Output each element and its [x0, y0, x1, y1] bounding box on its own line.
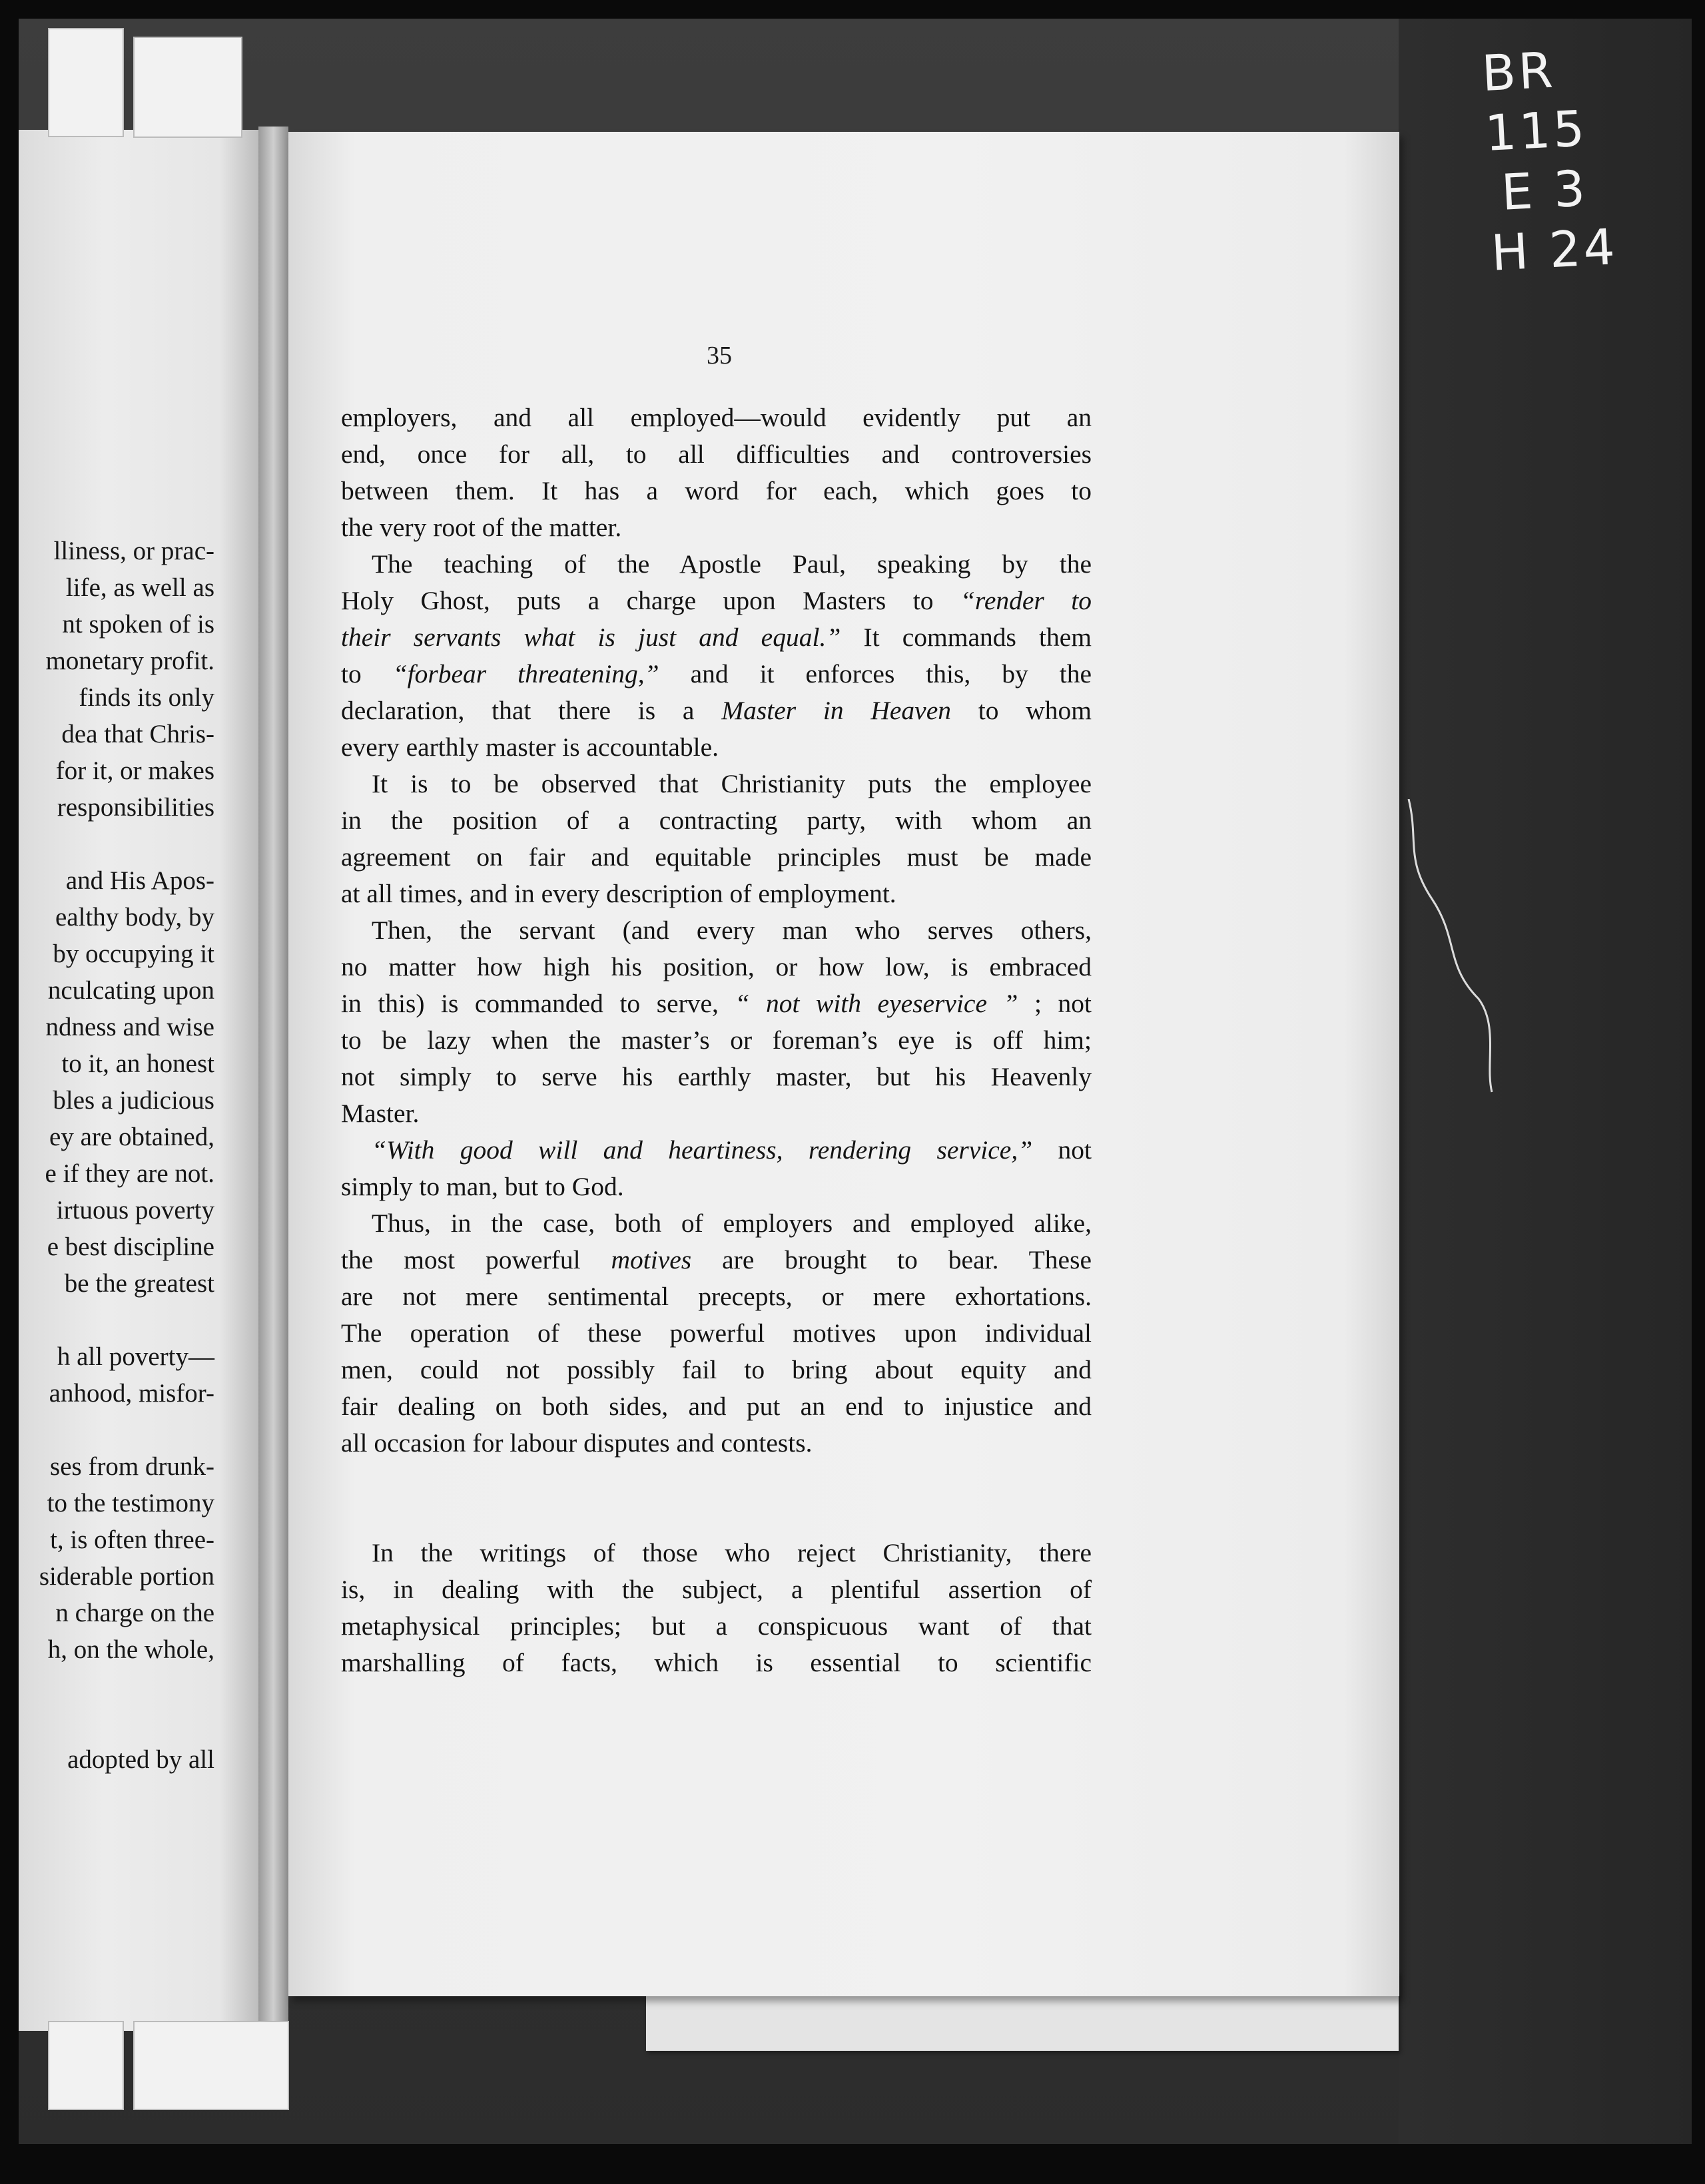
previous-page-line: lliness, or prac- [53, 537, 214, 565]
previous-page-line: h, on the whole, [47, 1635, 214, 1664]
binding-gutter [258, 127, 288, 2044]
previous-page-line: by occupying it [53, 940, 214, 968]
previous-page-line: nt spoken of is [62, 610, 214, 639]
text-line: to “forbear threatening,” and it enforces this, by the [341, 659, 1092, 688]
text-line: Master. [341, 1099, 420, 1128]
text-line: agreement on fair and equitable principles must be made [341, 842, 1092, 872]
scan-border-top [0, 0, 1705, 19]
previous-page-line: responsibilities [57, 793, 214, 822]
page-number: 35 [707, 342, 732, 370]
text-line: “With good will and heartiness, rendering service,” not [372, 1135, 1092, 1165]
scan-border-right [1692, 0, 1705, 2184]
previous-page-line: anhood, misfor- [49, 1379, 214, 1408]
previous-page-line: nculcating upon [47, 976, 214, 1005]
previous-page-line: bles a judicious [53, 1086, 214, 1115]
previous-page-line [0, 1302, 214, 1338]
call-number-line: BR 115 [1480, 41, 1589, 163]
scan-border-left [0, 0, 19, 2184]
previous-page-line: dea that Chris- [61, 720, 214, 748]
text-line: men, could not possibly fail to bring about equity and [341, 1355, 1092, 1384]
page-body [341, 400, 1092, 1681]
previous-page-line: ey are obtained, [49, 1123, 214, 1151]
text-line: It is to be observed that Christianity puts the employee [372, 769, 1092, 798]
previous-page-line [0, 1668, 214, 1705]
text-line: Holy Ghost, puts a charge upon Masters to “render to [341, 586, 1092, 615]
previous-page-text [0, 533, 214, 1778]
previous-page-line: t, is often three- [50, 1525, 214, 1554]
call-number-label [1481, 36, 1646, 284]
binding-tab-top-2 [133, 37, 242, 138]
text-line: marshalling of facts, which is essential to scientific [341, 1648, 1092, 1677]
text-line: at all times, and in every description of employment. [341, 879, 896, 908]
text-line: simply to man, but to God. [341, 1172, 624, 1201]
previous-page-line: ses from drunk- [50, 1452, 214, 1481]
previous-page-line: irtuous poverty [56, 1196, 214, 1225]
text-line: between them. It has a word for each, which goes to [341, 476, 1092, 505]
text-line: are not mere sentimental precepts, or mere exhortations. [341, 1282, 1092, 1311]
previous-page-line: to it, an honest [61, 1049, 214, 1078]
text-line: their servants what is just and equal.” It commands them [341, 623, 1092, 652]
previous-page-line [0, 1705, 214, 1741]
previous-page-line: to the testimony [47, 1489, 214, 1517]
previous-page-line: h all poverty— [57, 1342, 214, 1371]
binding-tab-top [48, 28, 124, 137]
text-line: the very root of the matter. [341, 513, 622, 542]
text-line: Then, the servant (and every man who serves others, [372, 916, 1092, 945]
scan-border-bottom [0, 2144, 1705, 2184]
previous-page-line: life, as well as [65, 573, 214, 602]
previous-page-line: ealthy body, by [55, 903, 214, 932]
call-number-line: E 3 [1500, 160, 1589, 222]
text-line: end, once for all, to all difficulties and controversies [341, 439, 1092, 469]
call-number-line: H 24 [1489, 218, 1619, 282]
text-line: the most powerful motives are brought to bear. These [341, 1245, 1092, 1274]
text-line: is, in dealing with the subject, a plentiful assertion of [341, 1575, 1092, 1604]
previous-page-line: for it, or makes [55, 756, 214, 785]
previous-page-line: ndness and wise [45, 1013, 214, 1041]
binding-tab-bottom [48, 2021, 124, 2110]
text-line: The teaching of the Apostle Paul, speaking by the [372, 549, 1092, 579]
text-line: The operation of these powerful motives upon individual [341, 1318, 1092, 1348]
previous-page-line [0, 1412, 214, 1448]
text-line: all occasion for labour disputes and contests. [341, 1428, 813, 1458]
text-line: in this) is commanded to serve, “ not with eyeservice ” ; not [341, 989, 1092, 1018]
fiber-mark [1405, 799, 1512, 1099]
previous-page-line [0, 826, 214, 862]
text-line: fair dealing on both sides, and put an end to injustice and [341, 1392, 1092, 1421]
section-gap [341, 1462, 1092, 1535]
text-line: to be lazy when the master’s or foreman’s eye is off him; [341, 1025, 1092, 1055]
previous-page [0, 130, 258, 2031]
previous-page-line: e if they are not. [45, 1159, 214, 1188]
text-line: Thus, in the case, both of employers and employed alike, [372, 1209, 1092, 1238]
previous-page-line: siderable portion [39, 1562, 214, 1591]
previous-page-line: be the greatest [64, 1269, 214, 1298]
previous-page-line: and His Apos- [65, 866, 214, 895]
text-line: In the writings of those who reject Christianity, there [372, 1538, 1092, 1567]
binding-tab-bottom-2 [133, 2021, 289, 2110]
text-line: in the position of a contracting party, with whom an [341, 806, 1092, 835]
previous-page-line: n charge on the [55, 1599, 214, 1627]
previous-page-line: e best discipline [47, 1232, 214, 1261]
text-line: declaration, that there is a Master in Heaven to whom [341, 696, 1092, 725]
text-line: every earthly master is accountable. [341, 732, 719, 762]
text-line: metaphysical principles; but a conspicuous want of that [341, 1611, 1092, 1641]
text-line: employers, and all employed—would evidently put an [341, 403, 1092, 432]
previous-page-line: finds its only [79, 683, 214, 712]
text-line: not simply to serve his earthly master, but his Heavenly [341, 1062, 1092, 1091]
text-line: no matter how high his position, or how low, is embraced [341, 952, 1092, 981]
previous-page-line: monetary profit. [45, 647, 214, 675]
previous-page-line: adopted by all [67, 1745, 214, 1774]
